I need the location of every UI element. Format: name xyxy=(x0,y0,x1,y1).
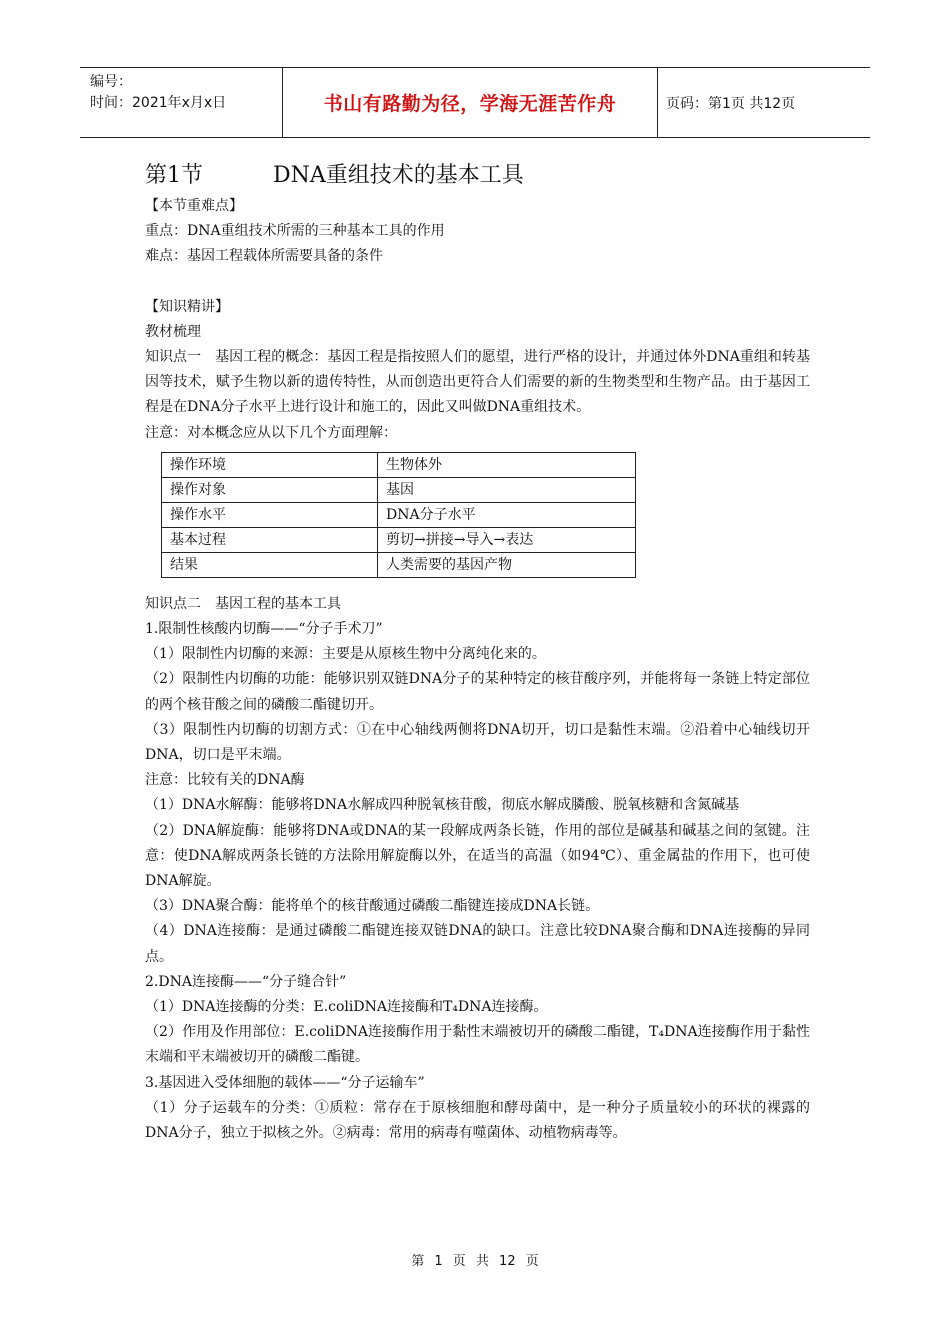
kp1-note: 注意：对本概念应从以下几个方面理解： xyxy=(145,424,397,441)
body-paragraph: （1）分子运载车的分类：①质粒：常存在于原核细胞和酵母菌中，是一种分子质量较小的环状的裸露的DNA分子，独立于拟核之外。②病毒：常用的病毒有噬菌体、动植物病毒等。 xyxy=(145,1099,810,1142)
body-paragraph: （1）限制性内切酶的来源：主要是从原核生物中分离纯化来的。 xyxy=(145,646,546,663)
table-row xyxy=(162,452,636,477)
table-cell-key: 基本过程 xyxy=(162,527,378,552)
body-paragraph: 3.基因进入受体细胞的载体——“分子运输车” xyxy=(145,1074,425,1091)
body-paragraph: （2）限制性内切酶的功能：能够识别双链DNA分子的某种特定的核苷酸序列，并能将每一条链上特定部位的两个核苷酸之间的磷酸二酯键切开。 xyxy=(145,671,810,713)
date-label: 时间：2021年x月x日 xyxy=(90,95,227,111)
body-paragraph: （1）DNA连接酶的分类：E.coliDNA连接酶和T₄DNA连接酶。 xyxy=(145,999,548,1016)
table-row xyxy=(162,527,636,552)
section-number: 第1节 xyxy=(145,163,203,188)
body-paragraph: 注意：比较有关的DNA酶 xyxy=(145,772,305,789)
table-cell-key: 结果 xyxy=(162,552,378,577)
body-paragraph: 1.限制性核酸内切酶——“分子手术刀” xyxy=(145,621,383,638)
table-row xyxy=(162,552,636,577)
body-paragraph: （4）DNA连接酶：是通过磷酸二酯键连接双链DNA的缺口。注意比较DNA聚合酶和DNA连接酶的异同点。 xyxy=(145,923,810,965)
document-header xyxy=(80,67,870,138)
section-name: DNA重组技术的基本工具 xyxy=(273,163,524,188)
page-footer: 第 1 页 共 12 页 xyxy=(411,1254,539,1269)
difficult-point: 难点：基因工程载体所需要具备的条件 xyxy=(145,248,383,265)
table-cell-key: 操作对象 xyxy=(162,477,378,502)
body-paragraph: 知识点二 基因工程的基本工具 xyxy=(145,595,341,612)
body-paragraph: （3）限制性内切酶的切割方式：①在中心轴线两侧将DNA切开，切口是黏性末端。②沿着中心轴线切开DNA，切口是平末端。 xyxy=(145,721,810,764)
body-paragraph: （3）DNA聚合酶：能将单个的核苷酸通过磷酸二酯键连接成DNA长链。 xyxy=(145,898,600,915)
table-row xyxy=(162,502,636,527)
concept-table xyxy=(161,452,636,578)
kp1-paragraph: 知识点一 基因工程的概念：基因工程是指按照人们的愿望，进行严格的设计，并通过体外DNA重组和转基因等技术，赋予生物以新的遗传特性，从而创造出更符合人们需要的新的生物类型和生物产品。由于基因工程是在DNA分子水平上进行设计和施工的，因此又叫做DNA重组技术。 xyxy=(145,349,810,416)
document-body xyxy=(145,160,810,1146)
body-paragraph: （2）DNA解旋酶：能够将DNA或DNA的某一段解成两条长链，作用的部位是碱基和碱基之间的氢键。注意：使DNA解成两条长链的方法除用解旋酶以外，在适当的高温（如94℃）、重金属盐的作用下，也可使DNA解旋。 xyxy=(145,822,810,890)
textbook-heading: 教材梳理 xyxy=(145,323,201,340)
body-paragraph: （2）作用及作用部位：E.coliDNA连接酶作用于黏性末端被切开的磷酸二酯键，T₄DNA连接酶作用于黏性末端和平末端被切开的磷酸二酯键。 xyxy=(145,1024,810,1066)
table-cell-value: 基因 xyxy=(378,477,636,502)
table-cell-key: 操作环境 xyxy=(162,452,378,477)
key-point: 重点：DNA重组技术所需的三种基本工具的作用 xyxy=(145,223,445,240)
body-paragraph: （1）DNA水解酶：能够将DNA水解成四种脱氧核苷酸，彻底水解成膦酸、脱氧核糖和含氮碱基 xyxy=(145,797,740,814)
table-cell-value: 剪切→拼接→导入→表达 xyxy=(378,527,636,552)
body-paragraph: 2.DNA连接酶——“分子缝合针” xyxy=(145,973,347,990)
key-heading: 【本节重难点】 xyxy=(145,198,243,214)
table-cell-value: DNA分子水平 xyxy=(378,502,636,527)
page-info: 页码：第1页 共12页 xyxy=(666,95,796,112)
motto: 书山有路勤为径，学海无涯苦作舟 xyxy=(282,68,658,137)
table-cell-key: 操作水平 xyxy=(162,502,378,527)
table-cell-value: 生物体外 xyxy=(378,452,636,477)
header-meta xyxy=(80,68,282,137)
knowledge-heading: 【知识精讲】 xyxy=(145,298,229,315)
number-label: 编号： xyxy=(90,74,132,90)
body-lines xyxy=(145,592,810,1146)
table-cell-value: 人类需要的基因产物 xyxy=(378,552,636,577)
page-title xyxy=(145,160,810,192)
table-row xyxy=(162,477,636,502)
